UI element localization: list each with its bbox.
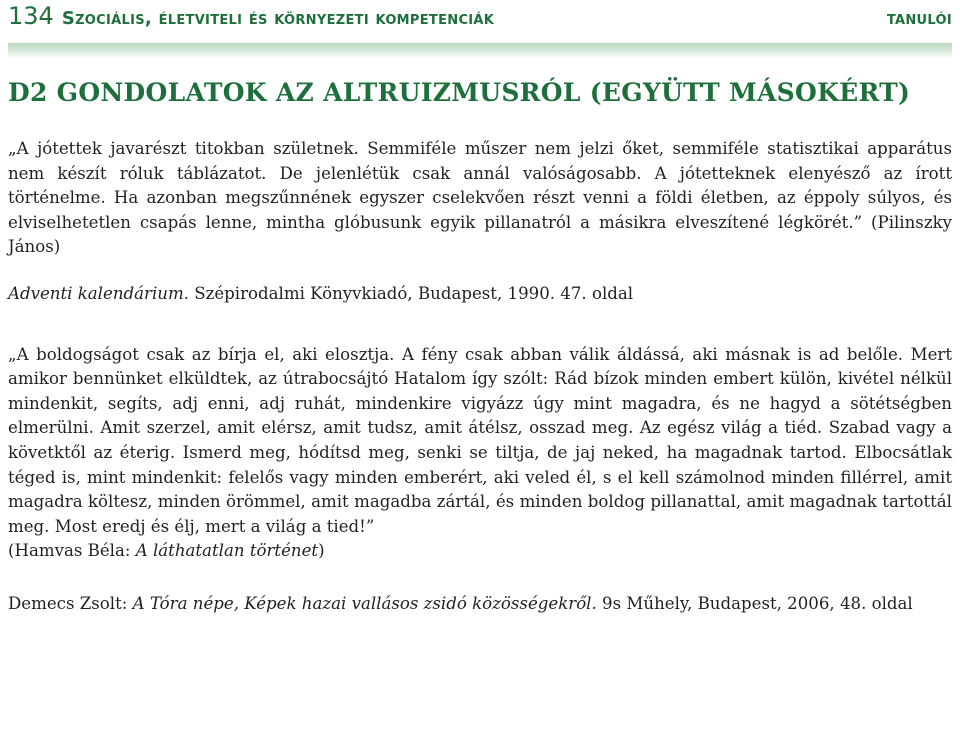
pilinszky-source-details: Szépirodalmi Könyvkiadó, Budapest, 1990. 47. oldal bbox=[188, 283, 634, 303]
page-header bbox=[8, 2, 952, 30]
pilinszky-quote: „A jótettek javarészt titokban születnek. Semmiféle műszer nem jelzi őket, semmiféle statisztikai apparátus nem készít róluk táblázatot. De jelenlétük csak annál valóságosabb. A jótetteknek elenyésző az írott történelme. Ha azonban megszűnnének egyszer cselekvően részt venni a földi életben, az éppoly súlyos, és elviselhetetlen csapás lenne, mintha glóbusunk egyik pillanatról a másikra elveszítené légkörét.” (Pilinszky János) bbox=[8, 139, 952, 257]
section-title: Szociális, életviteli és környezeti kompetenciák bbox=[61, 8, 495, 29]
hamvas-work-title: A láthatatlan történet bbox=[135, 541, 319, 561]
demecs-publisher: 9s Műhely, Budapest, 2006, 48. oldal bbox=[596, 593, 913, 613]
hamvas-attribution-suffix: ) bbox=[318, 541, 325, 561]
header-left-group bbox=[8, 2, 494, 33]
document-content bbox=[8, 137, 952, 617]
header-divider bbox=[8, 43, 952, 59]
page-number: 134 bbox=[8, 2, 54, 30]
demecs-reference bbox=[8, 592, 952, 617]
hamvas-block bbox=[8, 343, 952, 564]
pilinszky-source-title: Adventi kalendárium. bbox=[8, 283, 189, 303]
hamvas-quote: „A boldogságot csak az bírja el, aki elosztja. A fény csak abban válik áldássá, aki másnak is ad belőle. Mert amikor bennünket elküldtek, az útrabocsájtó Hatalom így szólt: Rád bízok minden embert külön, kivétel nélkül mindenkit, segíts, adj enni, adj ruhát, mindenkire vigyázz úgy mint magadra, és ne hagyd a sötétségben elmerülni. Amit szerzel, amit elérsz, amit tudsz, amit átélsz, osszad meg. Az egész világ a tiéd. Szabad vagy a követktől az éterig. Ismerd meg, hódítsd meg, senki se tiltja, de jaj neked, ha magadnak tartod. Elbocsátlak téged is, mint mindenkit: felelős vagy minden emberért, aki veled él, s el kell számolnod minden fillérrel, amit magadra költesz, minden örömmel, amit magadba zártál, és minden boldog pillanattal, amit magadnak tartottál meg. Most eredj és élj, mert a világ a tied!” bbox=[8, 344, 952, 536]
demecs-reference-text bbox=[8, 592, 952, 617]
audience-label: tanulói bbox=[886, 8, 952, 29]
demecs-author: Demecs Zsolt: bbox=[8, 593, 133, 613]
demecs-title: A Tóra népe, Képek hazai vallásos zsidó közösségekről. bbox=[132, 593, 597, 613]
pilinszky-source bbox=[8, 282, 952, 307]
chapter-title: D2 GONDOLATOK AZ ALTRUIZMUSRÓL (EGYÜTT MÁSOKÉRT) bbox=[8, 78, 911, 107]
hamvas-attribution bbox=[8, 539, 952, 564]
hamvas-attribution-prefix: (Hamvas Béla: bbox=[8, 541, 136, 561]
